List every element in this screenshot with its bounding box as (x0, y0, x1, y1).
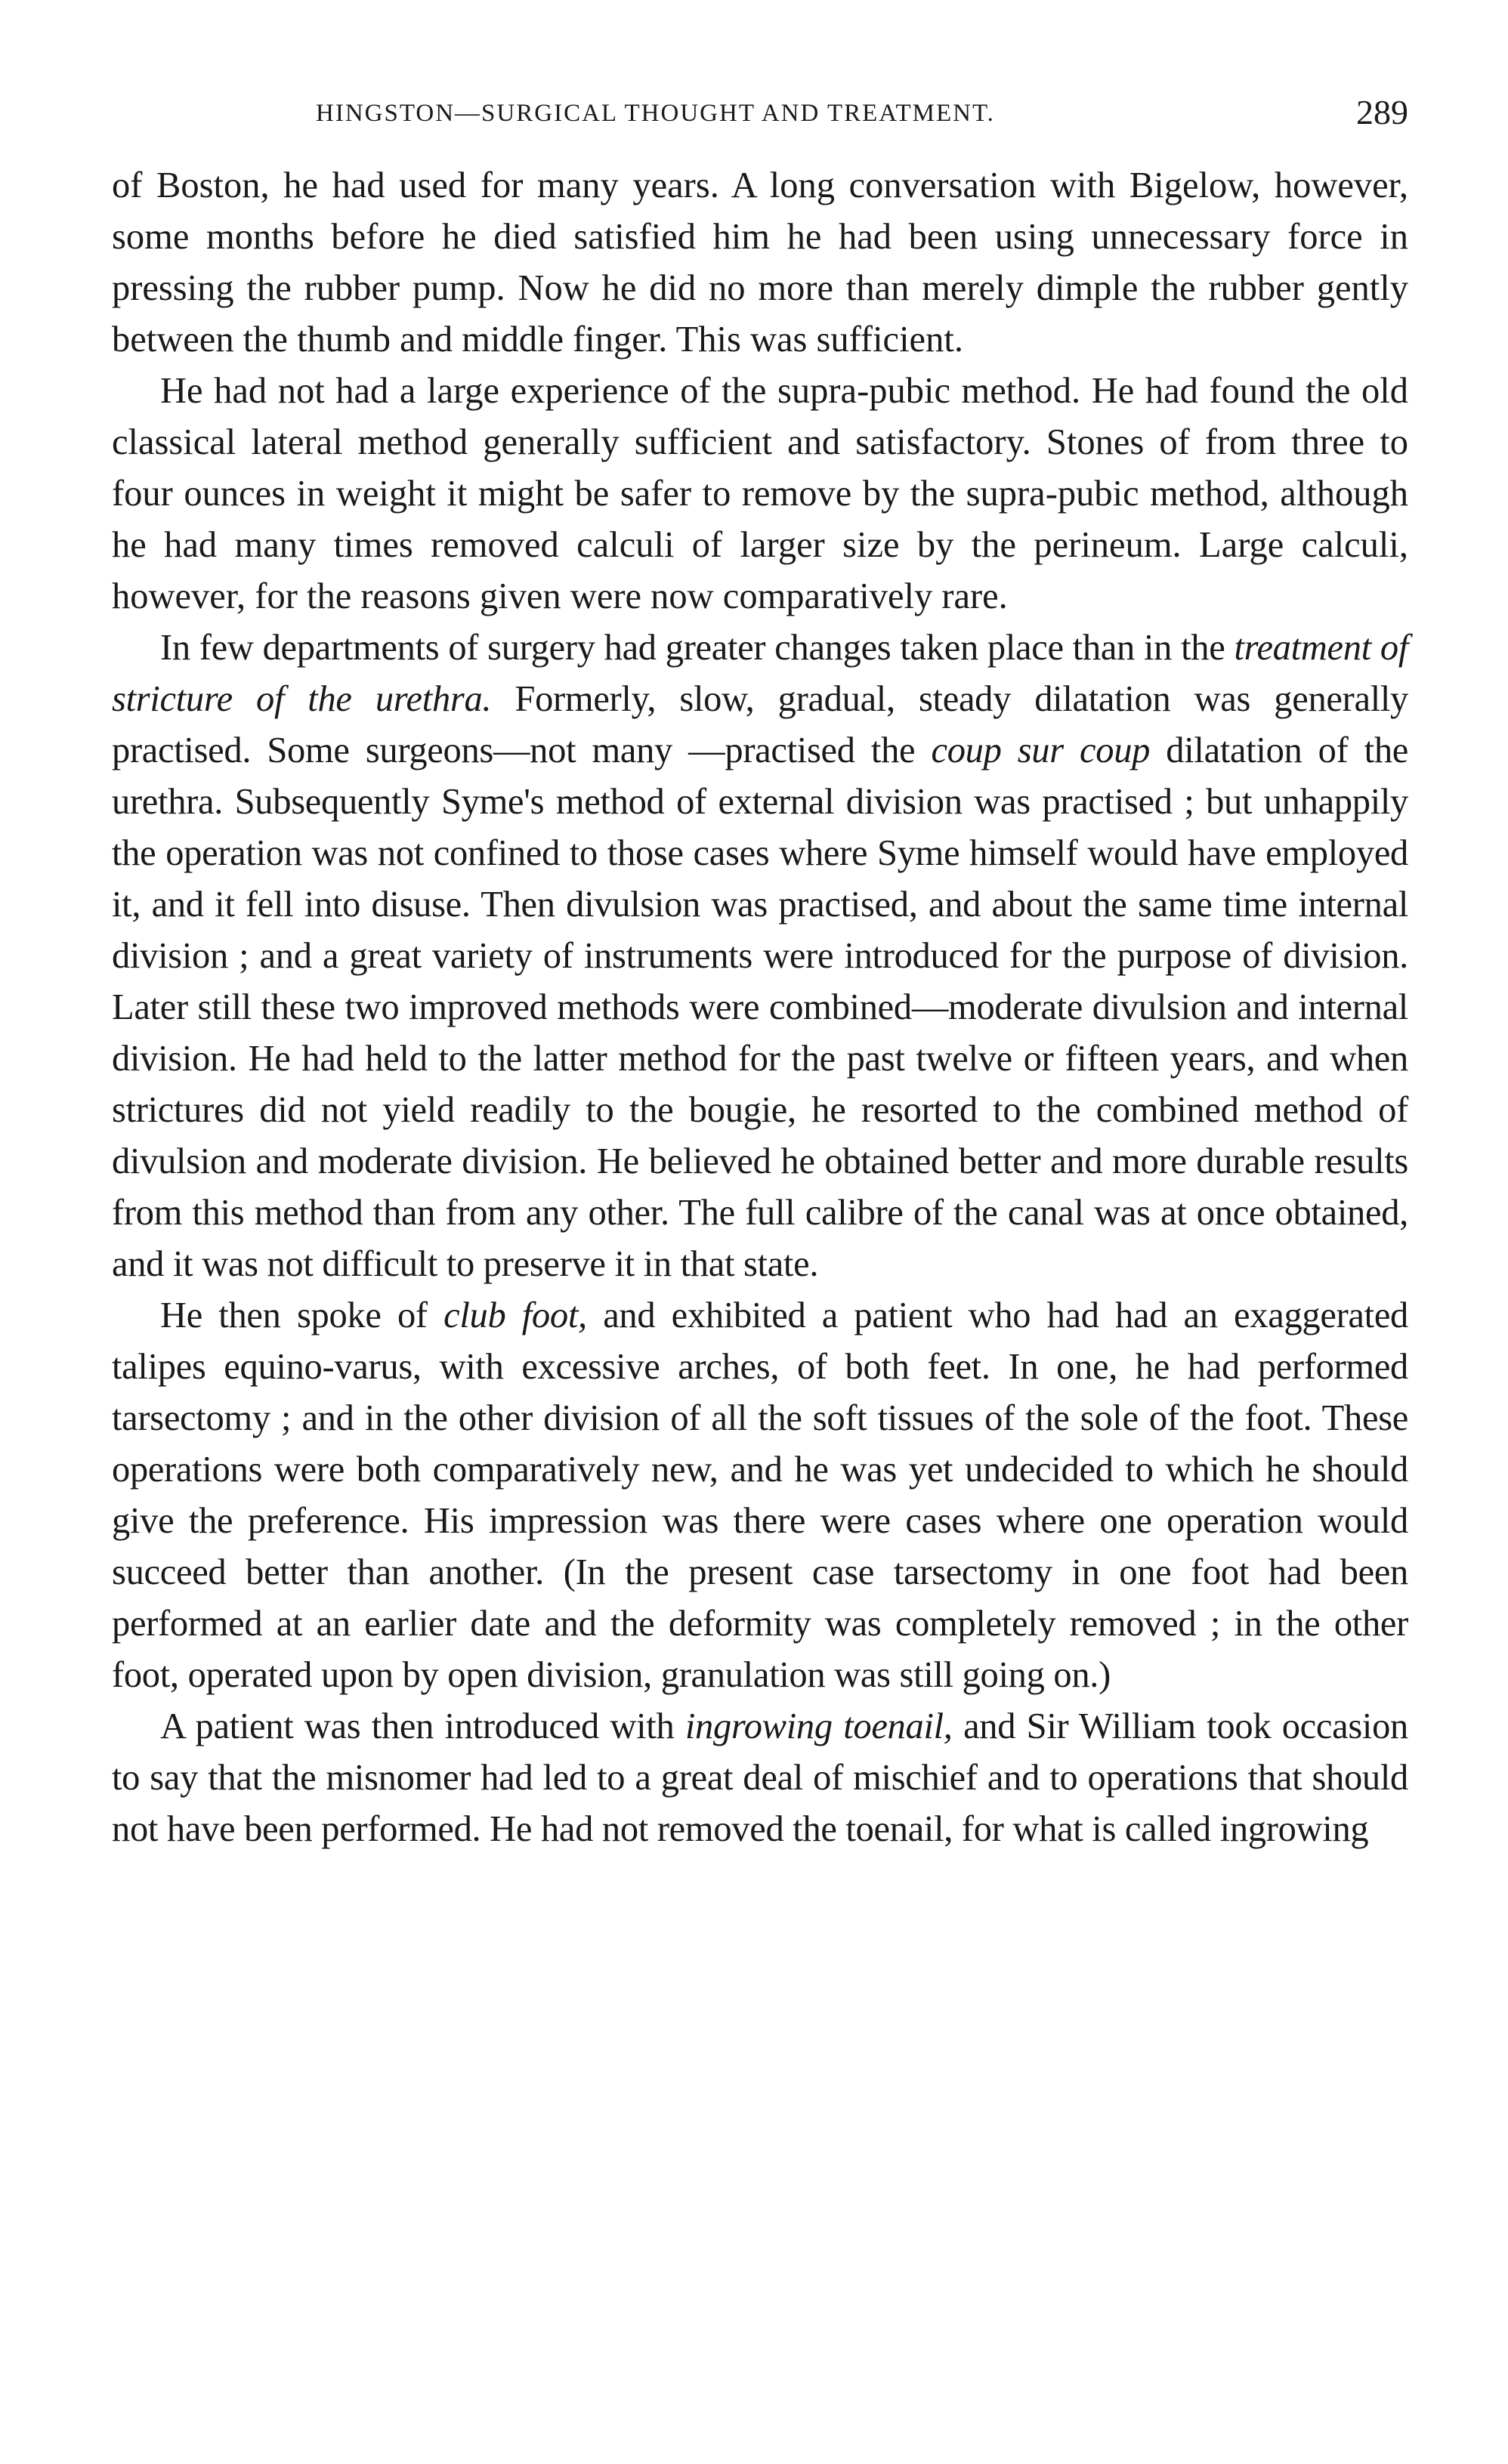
paragraph-ingrowing-toenail: A patient was then introduced with ingrowing toenail, and Sir William took occasion to say that the misnomer had led to a great deal of mischief and to operations that should not have been performed. He had not removed the toenail, for what is called ingrowing (112, 1706, 1408, 1849)
paragraph-lithotrity-continued: of Boston, he had used for many years. A long conversation with Bigelow, however, some months before he died satisfied him he had been using unnecessary force in pressing the rubber pump. Now he did no more than merely dimple the rubber gently between the thumb and middle finger. This was sufficient. (112, 165, 1408, 360)
paragraph-club-foot: He then spoke of club foot, and exhibited a patient who had had an exaggerated talipes equino-varus, with excessive arches, of both feet. In one, he had performed tarsectomy ; and in the other division of all the soft tissues of the sole of the foot. These operations were both comparatively new, and he was yet undecided to which he should give the preference. His impression was there were cases where one operation would succeed better than another. (In the present case tarsectomy in one foot had been performed at an earlier date and the deformity was completely removed ; in the other foot, operated upon by open division, granulation was still going on.) (112, 1295, 1409, 1695)
paragraph-stricture-urethra: In few departments of surgery had greater changes taken place than in the treatment of stricture of the urethra. Formerly, slow, gradual, steady dilatation was generally practised. Some surgeons—not many —practised the coup sur coup dilatation of the urethra. Subsequently Syme's method of external division was practised ; but unhappily the operation was not confined to those cases where Syme himself would have employed it, and it fell into disuse. Then divulsion was practised, and about the same time internal division ; and a great variety of instruments were introduced for the purpose of division. Later still these two improved methods were combined—moderate divulsion and internal division. He had held to the latter method for the past twelve or fifteen years, and when strictures did not yield readily to the bougie, he resorted to the combined method of divulsion and moderate division. He believed he obtained better and more durable results from this method than from any other. The full calibre of the canal was at once obtained, and it was not difficult to preserve it in that state. (112, 628, 1409, 1284)
italic-term-club-foot: club foot, (443, 1295, 587, 1335)
paragraph-supra-pubic-method: He had not had a large experience of the supra-pubic method. He had found the old classical lateral method generally sufficient and satisfactory. Stones of from three to four ounces in weight it might be safer to remove by the supra-pubic method, although he had many times removed calculi of larger size by the perineum. Large calculi, however, for the reasons given were now comparatively rare. (112, 371, 1408, 616)
italic-term-ingrowing-toenail: ingrowing toenail, (684, 1706, 953, 1746)
page-number: 289 (1356, 93, 1408, 131)
italic-term-coup-sur-coup: coup sur coup (931, 730, 1151, 770)
document-page (112, 89, 1408, 1855)
running-title: HINGSTON—SURGICAL THOUGHT AND TREATMENT. (316, 100, 995, 127)
running-head (112, 89, 1408, 134)
italic-term-stricture: treatment of stricture of the urethra. (112, 628, 1409, 719)
